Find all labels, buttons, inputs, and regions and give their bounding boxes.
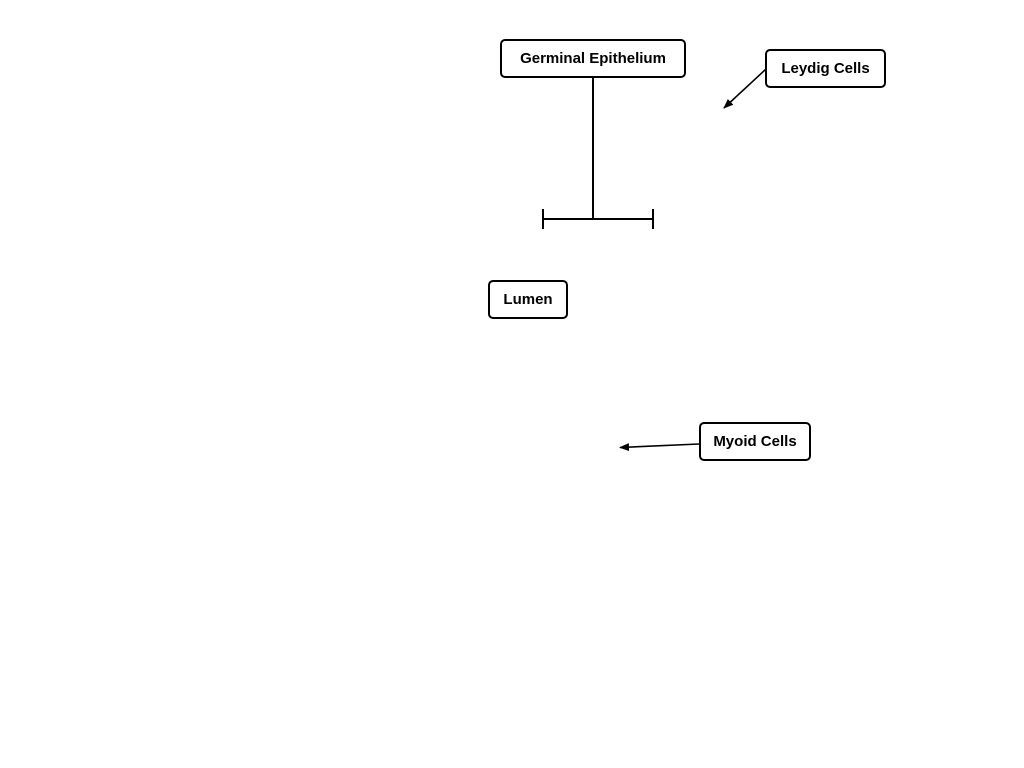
lumen-text: Lumen: [503, 291, 553, 308]
germinal-epithelium-bracket: [543, 78, 653, 229]
leydig-cells-label: [765, 49, 886, 88]
germinal-epithelium-label: [500, 39, 686, 78]
leydig-cells-text: Leydig Cells: [781, 60, 870, 77]
myoid-cells-text: Myoid Cells: [713, 433, 797, 450]
leydig-cells-arrow: [724, 69, 766, 108]
germinal-epithelium-text: Germinal Epithelium: [520, 50, 666, 67]
lumen-label: [488, 280, 568, 319]
myoid-cells-label: [699, 422, 811, 461]
myoid-cells-arrow: [620, 444, 699, 448]
